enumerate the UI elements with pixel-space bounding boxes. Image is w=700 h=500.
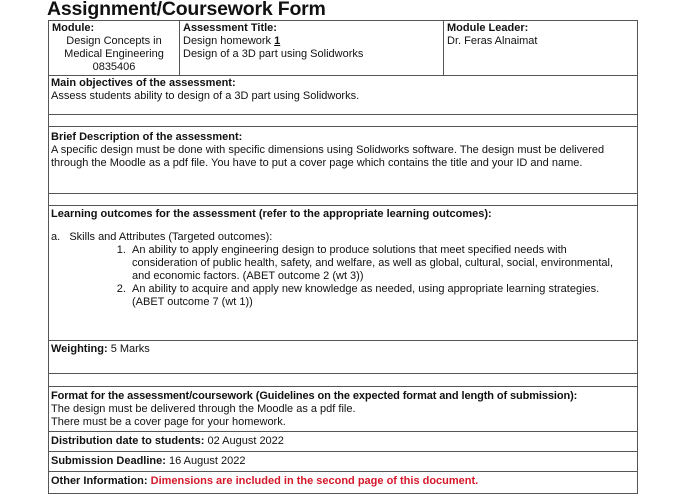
brief-text: A specific design must be done with specific dimensions using Solidworks software. The design must be delivered through the Moodle as a pdf file. You have to put a cover page which contains the title and your ID and name. xyxy=(51,144,605,169)
assessment-title-label: Assessment Title: xyxy=(183,22,277,34)
form-table xyxy=(48,20,638,494)
assessment-title-prefix: Design homework xyxy=(183,35,275,47)
outcomes-label: Learning outcomes for the assessment (refer to the appropriate learning outcomes): xyxy=(51,208,492,220)
module-leader-name: Dr. Feras Alnaimat xyxy=(447,35,538,47)
weighting-row xyxy=(48,341,638,374)
objectives-label: Main objectives of the assessment: xyxy=(51,77,236,89)
other-info-row xyxy=(48,472,638,494)
format-row xyxy=(48,387,638,432)
format-line2: There must be a cover page for your homework. xyxy=(51,416,286,428)
distribution-row xyxy=(48,432,638,452)
other-info-text: Dimensions are included in the second page of this document. xyxy=(150,475,479,487)
header-row xyxy=(48,20,638,76)
module-leader-label: Module Leader: xyxy=(447,22,529,34)
outcome-item: 2. An ability to acquire and apply new knowledge as needed, using appropriate learning strategies. (ABET outcome 7 (wt 1)) xyxy=(129,283,629,309)
deadline-label: Submission Deadline: xyxy=(51,455,166,467)
spacer-row xyxy=(48,115,638,127)
outcomes-list xyxy=(57,244,629,309)
outcomes-sub-label: a. Skills and Attributes (Targeted outcomes): xyxy=(51,231,273,243)
module-leader-cell xyxy=(444,21,637,75)
deadline-date: 16 August 2022 xyxy=(168,455,246,467)
spacer-row xyxy=(48,194,638,206)
objectives-text: Assess students ability to design of a 3D part using Solidworks. xyxy=(51,90,360,102)
distribution-date: 02 August 2022 xyxy=(207,435,284,447)
distribution-label: Distribution date to students: xyxy=(51,435,205,447)
assessment-title-line1 xyxy=(183,35,440,48)
spacer-row xyxy=(48,374,638,387)
module-label: Module: xyxy=(52,22,95,34)
weighting-value: 5 Marks xyxy=(110,343,150,355)
module-name-line2: Medical Engineering xyxy=(64,48,164,60)
assessment-title-line2: Design of a 3D part using Solidworks xyxy=(183,48,364,60)
assessment-number: 1 xyxy=(274,35,281,47)
outcome-item: 1. An ability to apply engineering design to produce solutions that meet specified needs with consideration of public health, safety, and welfare, as well as global, cultural, social, environmental, and economic factors. (ABET outcome 2 (wt 3)) xyxy=(129,244,629,283)
format-line1: The design must be delivered through the Moodle as a pdf file. xyxy=(51,403,356,415)
objectives-row xyxy=(48,76,638,115)
brief-row xyxy=(48,127,638,194)
other-info-label: Other Information: xyxy=(51,475,148,487)
assessment-title-cell xyxy=(180,21,444,75)
module-code: 0835406 xyxy=(92,61,136,73)
form-title: Assignment/Coursework Form xyxy=(47,0,326,20)
deadline-row xyxy=(48,452,638,472)
outcomes-row xyxy=(48,206,638,341)
weighting-label: Weighting: xyxy=(51,343,108,355)
brief-label: Brief Description of the assessment: xyxy=(51,131,243,143)
module-name-line1: Design Concepts in xyxy=(66,35,162,47)
module-cell xyxy=(49,21,180,75)
format-label: Format for the assessment/coursework (Guidelines on the expected format and length of submission): xyxy=(51,390,578,402)
